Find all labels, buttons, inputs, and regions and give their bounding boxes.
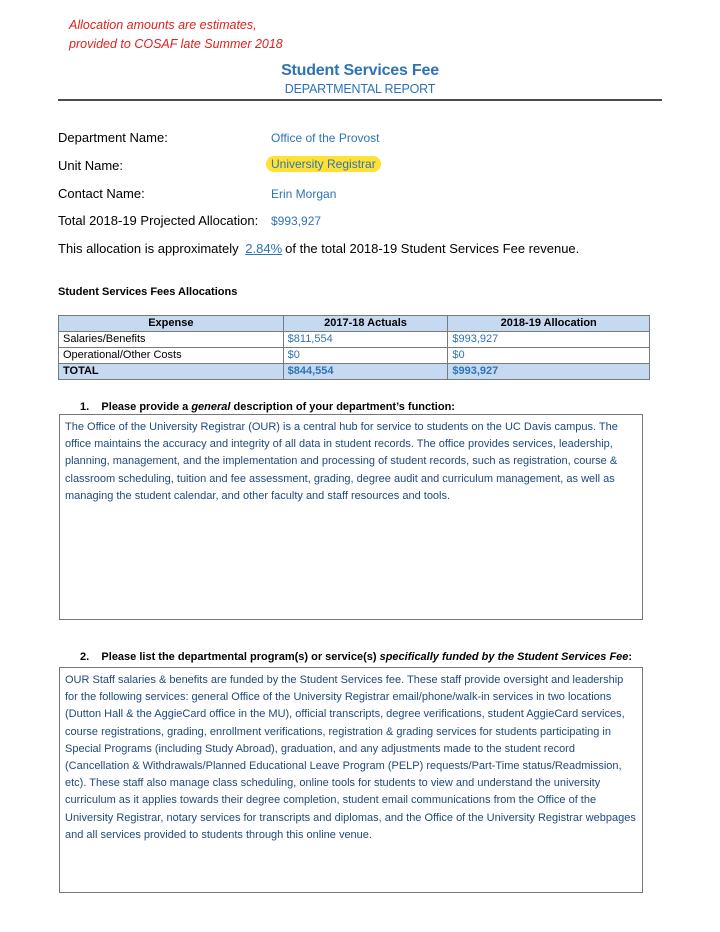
question-1-text-post: description of your department’s function: <box>233 401 455 413</box>
total-allocation-value: $993,927 <box>271 214 322 228</box>
question-1-emphasis: general <box>191 401 231 413</box>
allocations-heading: Student Services Fees Allocations <box>58 286 238 298</box>
answer-2-box: OUR Staff salaries & benefits are funded by the Student Services fee. These staff provide oversight and leadership for the following services: general Office of the University Registrar email/phone/walk-in services in two locations (Dutton Hall & the AggieCard office in the MU), official transcripts, degree verifications, student AggieCard services, course registrations, grading, enrollment verifications, registration & grading services for students participating in Special Programs (including Study Abroad), graduation, and any adjustments made to the student record (Cancellation & Withdrawals/Planned Educational Leave Program (PELP) requests/Part-Time status/Readmission, etc). These staff also manage class scheduling, online tools for students to view and understand the university curriculum as it applies towards their degree completion, student email communications from the Office of the University Registrar, notary services for transcripts and diplomas, and the Office of the University Registrar webpages and all services provided to students through this online venue. <box>59 667 643 893</box>
contact-name-label: Contact Name: <box>58 186 145 201</box>
question-1-number: 1. <box>80 401 90 413</box>
allocation-sentence-suffix: of the total 2018-19 Student Services Fee revenue. <box>285 241 580 256</box>
question-2-number: 2. <box>80 651 90 663</box>
allocations-table <box>58 315 650 380</box>
question-2-emphasis: specifically funded by the Student Services Fee <box>379 651 629 663</box>
column-header-actuals: 2017-18 Actuals <box>283 316 448 332</box>
table-cell: $811,554 <box>283 332 448 348</box>
table-row <box>59 348 650 364</box>
estimate-notice-line-1: Allocation amounts are estimates, <box>69 18 257 32</box>
allocation-sentence <box>58 241 579 256</box>
table-total-row <box>59 364 650 380</box>
table-cell: $0 <box>283 348 448 364</box>
department-name-value: Office of the Provost <box>271 131 380 145</box>
contact-name-value: Erin Morgan <box>271 187 337 201</box>
column-header-expense: Expense <box>59 316 284 332</box>
unit-name-label: Unit Name: <box>58 158 124 173</box>
unit-name-highlight: University Registrar <box>266 156 381 172</box>
allocation-percent: 2.84% <box>245 241 283 256</box>
table-header-row <box>59 316 650 332</box>
table-cell: TOTAL <box>59 364 284 380</box>
answer-1-box: The Office of the University Registrar (OUR) is a central hub for service to students on the UC Davis campus. The office maintains the accuracy and integrity of all data in student records. The office provides services, leadership, planning, management, and the implementation and processing of student records, such as registration, course & classroom scheduling, tuition and fee assessment, grading, degree audit and curriculum management, as well as managing the student calendar, and other faculty and staff resources and tools. <box>59 414 643 620</box>
question-2 <box>80 651 632 663</box>
table-cell: $0 <box>448 348 650 364</box>
table-cell: $993,927 <box>448 332 650 348</box>
question-1 <box>80 401 455 413</box>
unit-name-value <box>271 157 381 171</box>
report-subtitle: DEPARTMENTAL REPORT <box>284 82 436 96</box>
question-2-text-pre: Please list the departmental program(s) or service(s) <box>101 651 377 663</box>
total-allocation-label: Total 2018-19 Projected Allocation: <box>58 213 259 228</box>
table-cell: Salaries/Benefits <box>59 332 284 348</box>
report-title: Student Services Fee <box>281 62 439 79</box>
allocation-sentence-prefix: This allocation is approximately <box>58 241 239 256</box>
table-cell: $993,927 <box>448 364 650 380</box>
estimate-notice <box>69 16 389 54</box>
department-name-label: Department Name: <box>58 130 168 145</box>
question-2-text-post: : <box>628 651 633 663</box>
table-cell: $844,554 <box>283 364 448 380</box>
question-1-text-pre: Please provide a <box>101 401 189 413</box>
table-row <box>59 332 650 348</box>
estimate-notice-line-2: provided to COSAF late Summer 2018 <box>69 37 283 51</box>
header-divider <box>58 99 662 101</box>
column-header-allocation: 2018-19 Allocation <box>448 316 650 332</box>
table-cell: Operational/Other Costs <box>59 348 284 364</box>
